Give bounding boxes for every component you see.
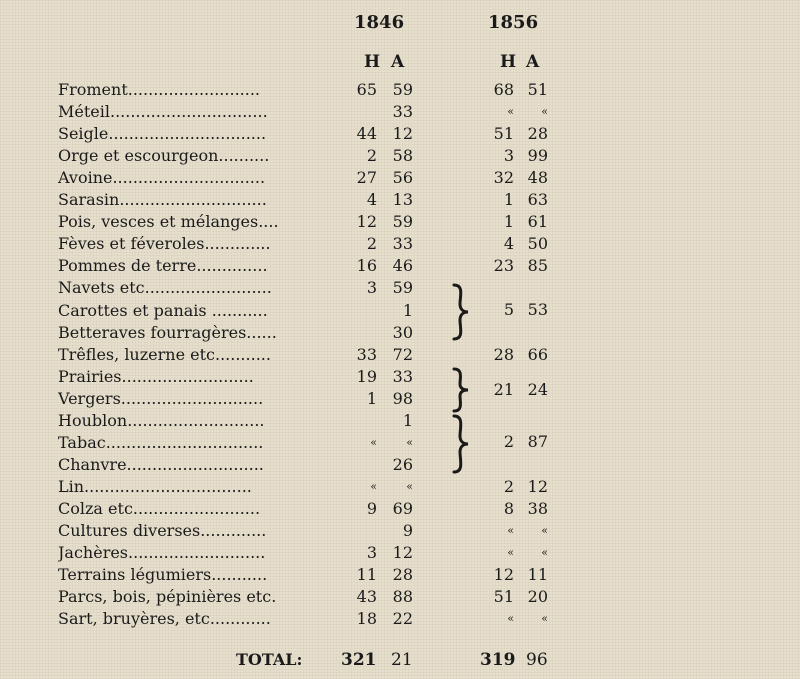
cell-h1846: 12 xyxy=(356,212,377,231)
cell-a1856: « xyxy=(541,524,548,537)
brace-icon xyxy=(446,413,476,475)
cell-h1856: 1 xyxy=(503,190,514,209)
cell-h1846: 33 xyxy=(356,345,377,364)
cell-h1846 xyxy=(341,101,377,123)
cell-h1846: 44 xyxy=(356,124,377,143)
cell-a1846: 58 xyxy=(392,146,413,165)
cell-h1856: 3 xyxy=(503,146,514,165)
cell-h1856 xyxy=(478,277,514,299)
row-label: Tabac............................... xyxy=(58,433,264,452)
column-header-h-1856: H xyxy=(500,52,517,72)
row-label: Seigle............................... xyxy=(58,124,267,143)
row-label: Parcs, bois, pépinières etc. xyxy=(58,587,277,606)
cell-a1846: 13 xyxy=(392,190,413,209)
cell-a1856: 99 xyxy=(527,146,548,165)
row-label: Avoine.............................. xyxy=(58,168,266,187)
cell-h1846: 3 xyxy=(366,543,377,562)
cell-h1846: 9 xyxy=(366,499,377,518)
brace-icon xyxy=(446,282,476,342)
row-label: Cultures diverses............. xyxy=(58,521,267,540)
cell-h1846: 3 xyxy=(366,278,377,297)
cell-h1856 xyxy=(478,322,514,344)
row-label: Prairies.......................... xyxy=(58,367,254,386)
cell-a1846: « xyxy=(406,480,413,493)
cell-h1846: 27 xyxy=(356,168,377,187)
cell-a1846: 1 xyxy=(402,411,413,430)
cell-a1856: 61 xyxy=(527,212,548,231)
row-label: Trêfles, luzerne etc........... xyxy=(58,345,271,364)
total-a1846: 21 xyxy=(391,650,413,670)
row-label: Méteil............................... xyxy=(58,102,268,121)
cell-a1846: 69 xyxy=(392,499,413,518)
row-label: Jachères........................... xyxy=(58,543,266,562)
group-industrial-crops-a1856: 87 xyxy=(527,432,548,451)
year-header-1846: 1846 xyxy=(354,12,405,33)
cell-a1856: 28 xyxy=(527,124,548,143)
cell-h1846 xyxy=(341,520,377,542)
cell-a1846: 59 xyxy=(392,278,413,297)
row-label: Betteraves fourragères...... xyxy=(58,323,277,342)
cell-a1846: 46 xyxy=(392,256,413,275)
cell-h1856: 4 xyxy=(503,234,514,253)
cell-h1856: 23 xyxy=(493,256,514,275)
cell-h1846: 19 xyxy=(356,367,377,386)
cell-h1856: 28 xyxy=(493,345,514,364)
cell-h1856: « xyxy=(507,612,514,625)
cell-a1846: 12 xyxy=(392,124,413,143)
cell-a1856: 50 xyxy=(527,234,548,253)
cell-h1846: 2 xyxy=(366,234,377,253)
year-header-1856: 1856 xyxy=(488,12,539,33)
cell-h1856: « xyxy=(507,524,514,537)
column-header-a-1846: A xyxy=(391,52,405,72)
cell-a1856 xyxy=(512,454,548,476)
cell-h1856: 8 xyxy=(503,499,514,518)
cell-h1856: 1 xyxy=(503,212,514,231)
group-industrial-crops-h1856: 2 xyxy=(503,432,514,451)
cell-a1846: 72 xyxy=(392,345,413,364)
row-label: Froment.......................... xyxy=(58,80,260,99)
cell-a1846: 33 xyxy=(392,367,413,386)
cell-h1846 xyxy=(341,322,377,344)
cell-a1856: « xyxy=(541,105,548,118)
cell-h1856: 2 xyxy=(503,477,514,496)
cell-a1846: 59 xyxy=(392,80,413,99)
cell-a1856: 12 xyxy=(527,477,548,496)
row-label: Colza etc......................... xyxy=(58,499,261,518)
total-a1856: 96 xyxy=(526,650,548,670)
cell-a1846: 98 xyxy=(392,389,413,408)
cell-a1856: 20 xyxy=(527,587,548,606)
group-root-crops-h1856: 5 xyxy=(503,300,514,319)
row-label: Carottes et panais ........... xyxy=(58,301,268,320)
cell-h1856: 51 xyxy=(493,587,514,606)
group-meadows-orchards-h1856: 21 xyxy=(493,380,514,399)
cell-a1846: 33 xyxy=(392,102,413,121)
cell-a1856: 66 xyxy=(527,345,548,364)
row-label: Houblon........................... xyxy=(58,411,265,430)
cell-h1856: 51 xyxy=(493,124,514,143)
cell-a1856: « xyxy=(541,546,548,559)
row-label: Fèves et féveroles............. xyxy=(58,234,271,253)
cell-a1846: 26 xyxy=(392,455,413,474)
cell-h1846: 11 xyxy=(356,565,377,584)
row-label: Lin................................. xyxy=(58,477,252,496)
cell-a1856: 48 xyxy=(527,168,548,187)
group-meadows-orchards-a1856: 24 xyxy=(527,380,548,399)
cell-a1856: 38 xyxy=(527,499,548,518)
cell-h1856: 68 xyxy=(493,80,514,99)
cell-a1846: 59 xyxy=(392,212,413,231)
row-label: Navets etc......................... xyxy=(58,278,272,297)
cell-h1846 xyxy=(341,410,377,432)
cell-a1846: 12 xyxy=(392,543,413,562)
cell-a1856: 85 xyxy=(527,256,548,275)
cell-h1856 xyxy=(478,410,514,432)
cell-a1846: 28 xyxy=(392,565,413,584)
column-header-a-1856: A xyxy=(526,52,540,72)
cell-a1846: 33 xyxy=(392,234,413,253)
cell-h1846: « xyxy=(370,436,377,449)
cell-a1856: « xyxy=(541,612,548,625)
cell-h1846: 16 xyxy=(356,256,377,275)
row-label: Vergers............................ xyxy=(58,389,264,408)
brace-icon xyxy=(446,366,476,414)
cell-a1856 xyxy=(512,322,548,344)
row-label: Pois, vesces et mélanges.... xyxy=(58,212,279,231)
cell-a1846: « xyxy=(406,436,413,449)
cell-a1856 xyxy=(512,410,548,432)
row-label: Sarasin............................. xyxy=(58,190,267,209)
row-label: Orge et escourgeon.......... xyxy=(58,146,270,165)
cell-h1846: 2 xyxy=(366,146,377,165)
cell-h1856: « xyxy=(507,546,514,559)
cell-h1856 xyxy=(478,454,514,476)
cell-h1856: 12 xyxy=(493,565,514,584)
cell-h1846 xyxy=(341,300,377,322)
cell-a1856: 63 xyxy=(527,190,548,209)
cell-h1846: 1 xyxy=(366,389,377,408)
row-label: Sart, bruyères, etc............ xyxy=(58,609,271,628)
cell-a1846: 9 xyxy=(402,521,413,540)
cell-a1856 xyxy=(512,277,548,299)
cell-a1856: 11 xyxy=(527,565,548,584)
cell-h1846 xyxy=(341,454,377,476)
cell-h1846: 65 xyxy=(356,80,377,99)
row-label: Chanvre........................... xyxy=(58,455,264,474)
cell-a1846: 22 xyxy=(392,609,413,628)
cell-h1856: « xyxy=(507,105,514,118)
cell-h1846: 18 xyxy=(356,609,377,628)
cell-a1846: 88 xyxy=(392,587,413,606)
cell-a1846: 56 xyxy=(392,168,413,187)
cell-h1846: « xyxy=(370,480,377,493)
total-label: TOTAL: xyxy=(236,650,303,669)
cell-h1856: 32 xyxy=(493,168,514,187)
cell-a1846: 1 xyxy=(402,301,413,320)
group-root-crops-a1856: 53 xyxy=(527,300,548,319)
cell-h1846: 4 xyxy=(366,190,377,209)
total-h1856: 319 xyxy=(480,650,516,670)
total-h1846: 321 xyxy=(341,650,377,670)
row-label: Pommes de terre.............. xyxy=(58,256,268,275)
column-header-h-1846: H xyxy=(364,52,381,72)
cell-h1846: 43 xyxy=(356,587,377,606)
cell-a1846: 30 xyxy=(392,323,413,342)
cell-a1856: 51 xyxy=(527,80,548,99)
row-label: Terrains légumiers........... xyxy=(58,565,268,584)
